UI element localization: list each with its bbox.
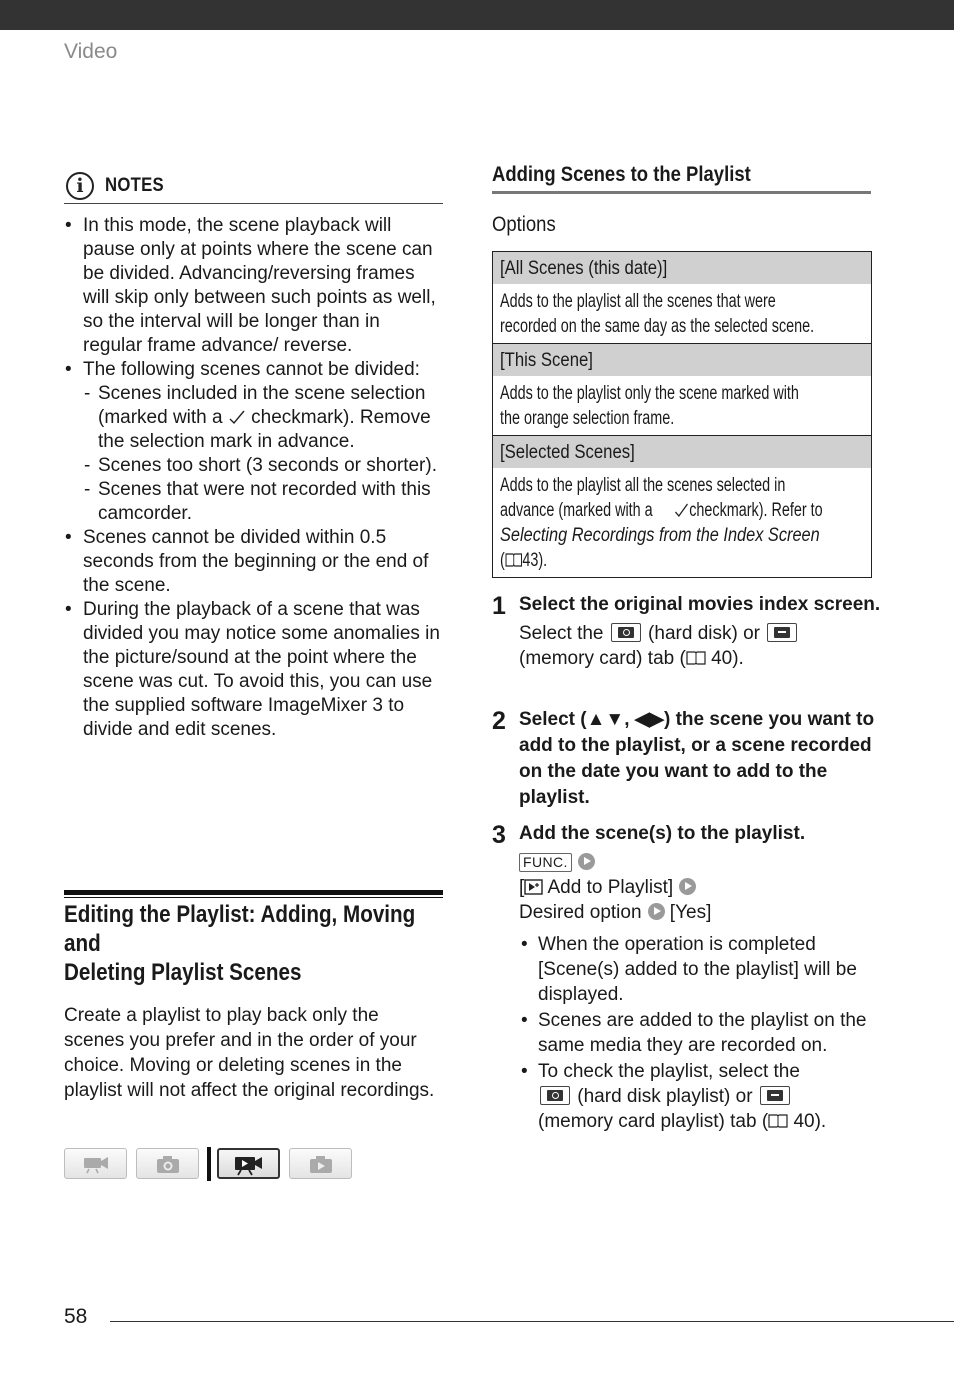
step-body: FUNC. [ Add to Playlist] Desired option [Yes] bbox=[519, 854, 712, 923]
checkmark-icon bbox=[673, 501, 688, 519]
option-desc: Adds to the playlist all the scenes selected in advance (marked with acheckmark). Refer to Selecting Recordings from the Index Screen (43). bbox=[500, 475, 823, 571]
list-item: • In this mode, the scene playback will pause only at points where the scene can be divided. Advancing/reversing frames will skip only between such points as well, so the interval will be longer than in regular frame advance/ reverse. bbox=[64, 214, 444, 358]
step-body: Select the (hard disk) or (memory card) tab ( 40). bbox=[519, 621, 882, 671]
memory-card-playlist-tab-icon bbox=[760, 1086, 790, 1105]
movie-record-icon bbox=[64, 1148, 127, 1179]
intro-paragraph: Create a playlist to play back only the scenes you prefer and in the order of your choice. Moving or deleting scenes in the playlist will not affect the original recordings. bbox=[64, 1005, 435, 1101]
options-label: Options bbox=[492, 213, 556, 236]
step-bullets bbox=[519, 932, 882, 1134]
option-head: [All Scenes (this date)] bbox=[493, 252, 871, 284]
footer-rule bbox=[110, 1321, 954, 1322]
notes-list bbox=[64, 214, 444, 742]
add-to-playlist-icon bbox=[524, 879, 543, 895]
func-key: FUNC. bbox=[519, 853, 572, 872]
arrow-right-icon bbox=[648, 903, 665, 920]
movie-playback-icon bbox=[217, 1148, 280, 1179]
info-icon: i bbox=[66, 172, 94, 200]
list-item: • The following scenes cannot be divided: - Scenes included in the scene selection (marked with a checkmark). Remove the selection mark in advance. - Scenes too short (3 seconds or shorter). - Scenes that were not recorded with this camcorder. bbox=[64, 358, 444, 526]
option-head: [This Scene] bbox=[493, 344, 871, 376]
section-rule bbox=[64, 890, 443, 895]
option-head: [Selected Scenes] bbox=[493, 436, 871, 468]
book-icon bbox=[686, 651, 706, 665]
section-label: Video bbox=[64, 40, 118, 63]
list-item: • When the operation is completed [Scene(s) added to the playlist] will be displayed. bbox=[519, 932, 882, 1007]
list-item: • During the playback of a scene that was divided you may notice some anomalies in the picture/sound at the point where the scene was cut. To avoid this, you can use the supplied software ImageMixer 3 to divide and edit scenes. bbox=[64, 598, 444, 742]
sub-list-item: - Scenes too short (3 seconds or shorter). bbox=[83, 454, 444, 478]
page-number: 58 bbox=[64, 1305, 88, 1328]
options-table bbox=[492, 251, 872, 578]
photo-record-icon bbox=[136, 1148, 199, 1179]
top-bar bbox=[0, 0, 954, 30]
mode-icons bbox=[64, 1147, 354, 1181]
step-title: Select the original movies index screen. bbox=[519, 594, 881, 615]
steps bbox=[492, 592, 882, 1135]
step-1: 1 Select the original movies index screen. Select the (hard disk) or (memory card) tab ( 40). bbox=[492, 592, 881, 669]
option-row bbox=[493, 343, 871, 435]
book-icon bbox=[505, 553, 522, 567]
step-3: 3 Add the scene(s) to the playlist. FUNC. [ Add to Playlist] Desired option [Yes] • When the operation is completed [Scene(s) added to the playlist] will be displayed. • Scenes are added to the playlist on the same media they are recorded on. • To check the playlist, select the (hard disk playlist) or (memory card playlist) tab ( 40). bbox=[492, 821, 882, 1134]
option-desc: Adds to the playlist only the scene marked with the orange selection frame. bbox=[500, 383, 799, 429]
sub-list-item: - Scenes that were not recorded with this camcorder. bbox=[83, 478, 444, 526]
section-title: Editing the Playlist: Adding, Moving and Deleting Playlist Scenes bbox=[64, 901, 416, 986]
subsection-title: Adding Scenes to the Playlist bbox=[492, 160, 871, 194]
notes-title: NOTES bbox=[105, 175, 164, 196]
photo-playback-icon bbox=[289, 1148, 352, 1179]
sub-list-item: - Scenes included in the scene selection (marked with a checkmark). Remove the selection mark in advance. bbox=[83, 382, 444, 454]
step-title: Select (▲▼, ◀▶) the scene you want to add to the playlist, or a scene recorded on the date you want to add to the playlist. bbox=[519, 709, 875, 808]
mode-separator bbox=[207, 1147, 211, 1181]
step-title: Add the scene(s) to the playlist. bbox=[519, 823, 806, 844]
section-rule-thin bbox=[64, 897, 443, 898]
list-item: • Scenes are added to the playlist on the same media they are recorded on. bbox=[519, 1008, 882, 1058]
arrow-right-icon bbox=[679, 878, 696, 895]
step-2: 2 Select (▲▼, ◀▶) the scene you want to add to the playlist, or a scene recorded on the date you want to add to the playlist. bbox=[492, 707, 879, 821]
list-item: • To check the playlist, select the (hard disk playlist) or (memory card playlist) tab ( 40). bbox=[519, 1059, 882, 1134]
option-desc: Adds to the playlist all the scenes that were recorded on the same day as the selected scene. bbox=[500, 291, 815, 337]
book-icon bbox=[768, 1114, 788, 1128]
hard-disk-tab-icon bbox=[611, 623, 641, 642]
arrow-right-icon bbox=[578, 853, 595, 870]
hard-disk-playlist-tab-icon bbox=[540, 1086, 570, 1105]
sub-list bbox=[83, 382, 444, 526]
notes-header bbox=[64, 170, 443, 204]
option-row bbox=[493, 435, 871, 577]
checkmark-icon bbox=[228, 408, 246, 426]
memory-card-tab-icon bbox=[767, 623, 797, 642]
option-row bbox=[493, 252, 871, 343]
list-item: • Scenes cannot be divided within 0.5 seconds from the beginning or the end of the scene. bbox=[64, 526, 444, 598]
